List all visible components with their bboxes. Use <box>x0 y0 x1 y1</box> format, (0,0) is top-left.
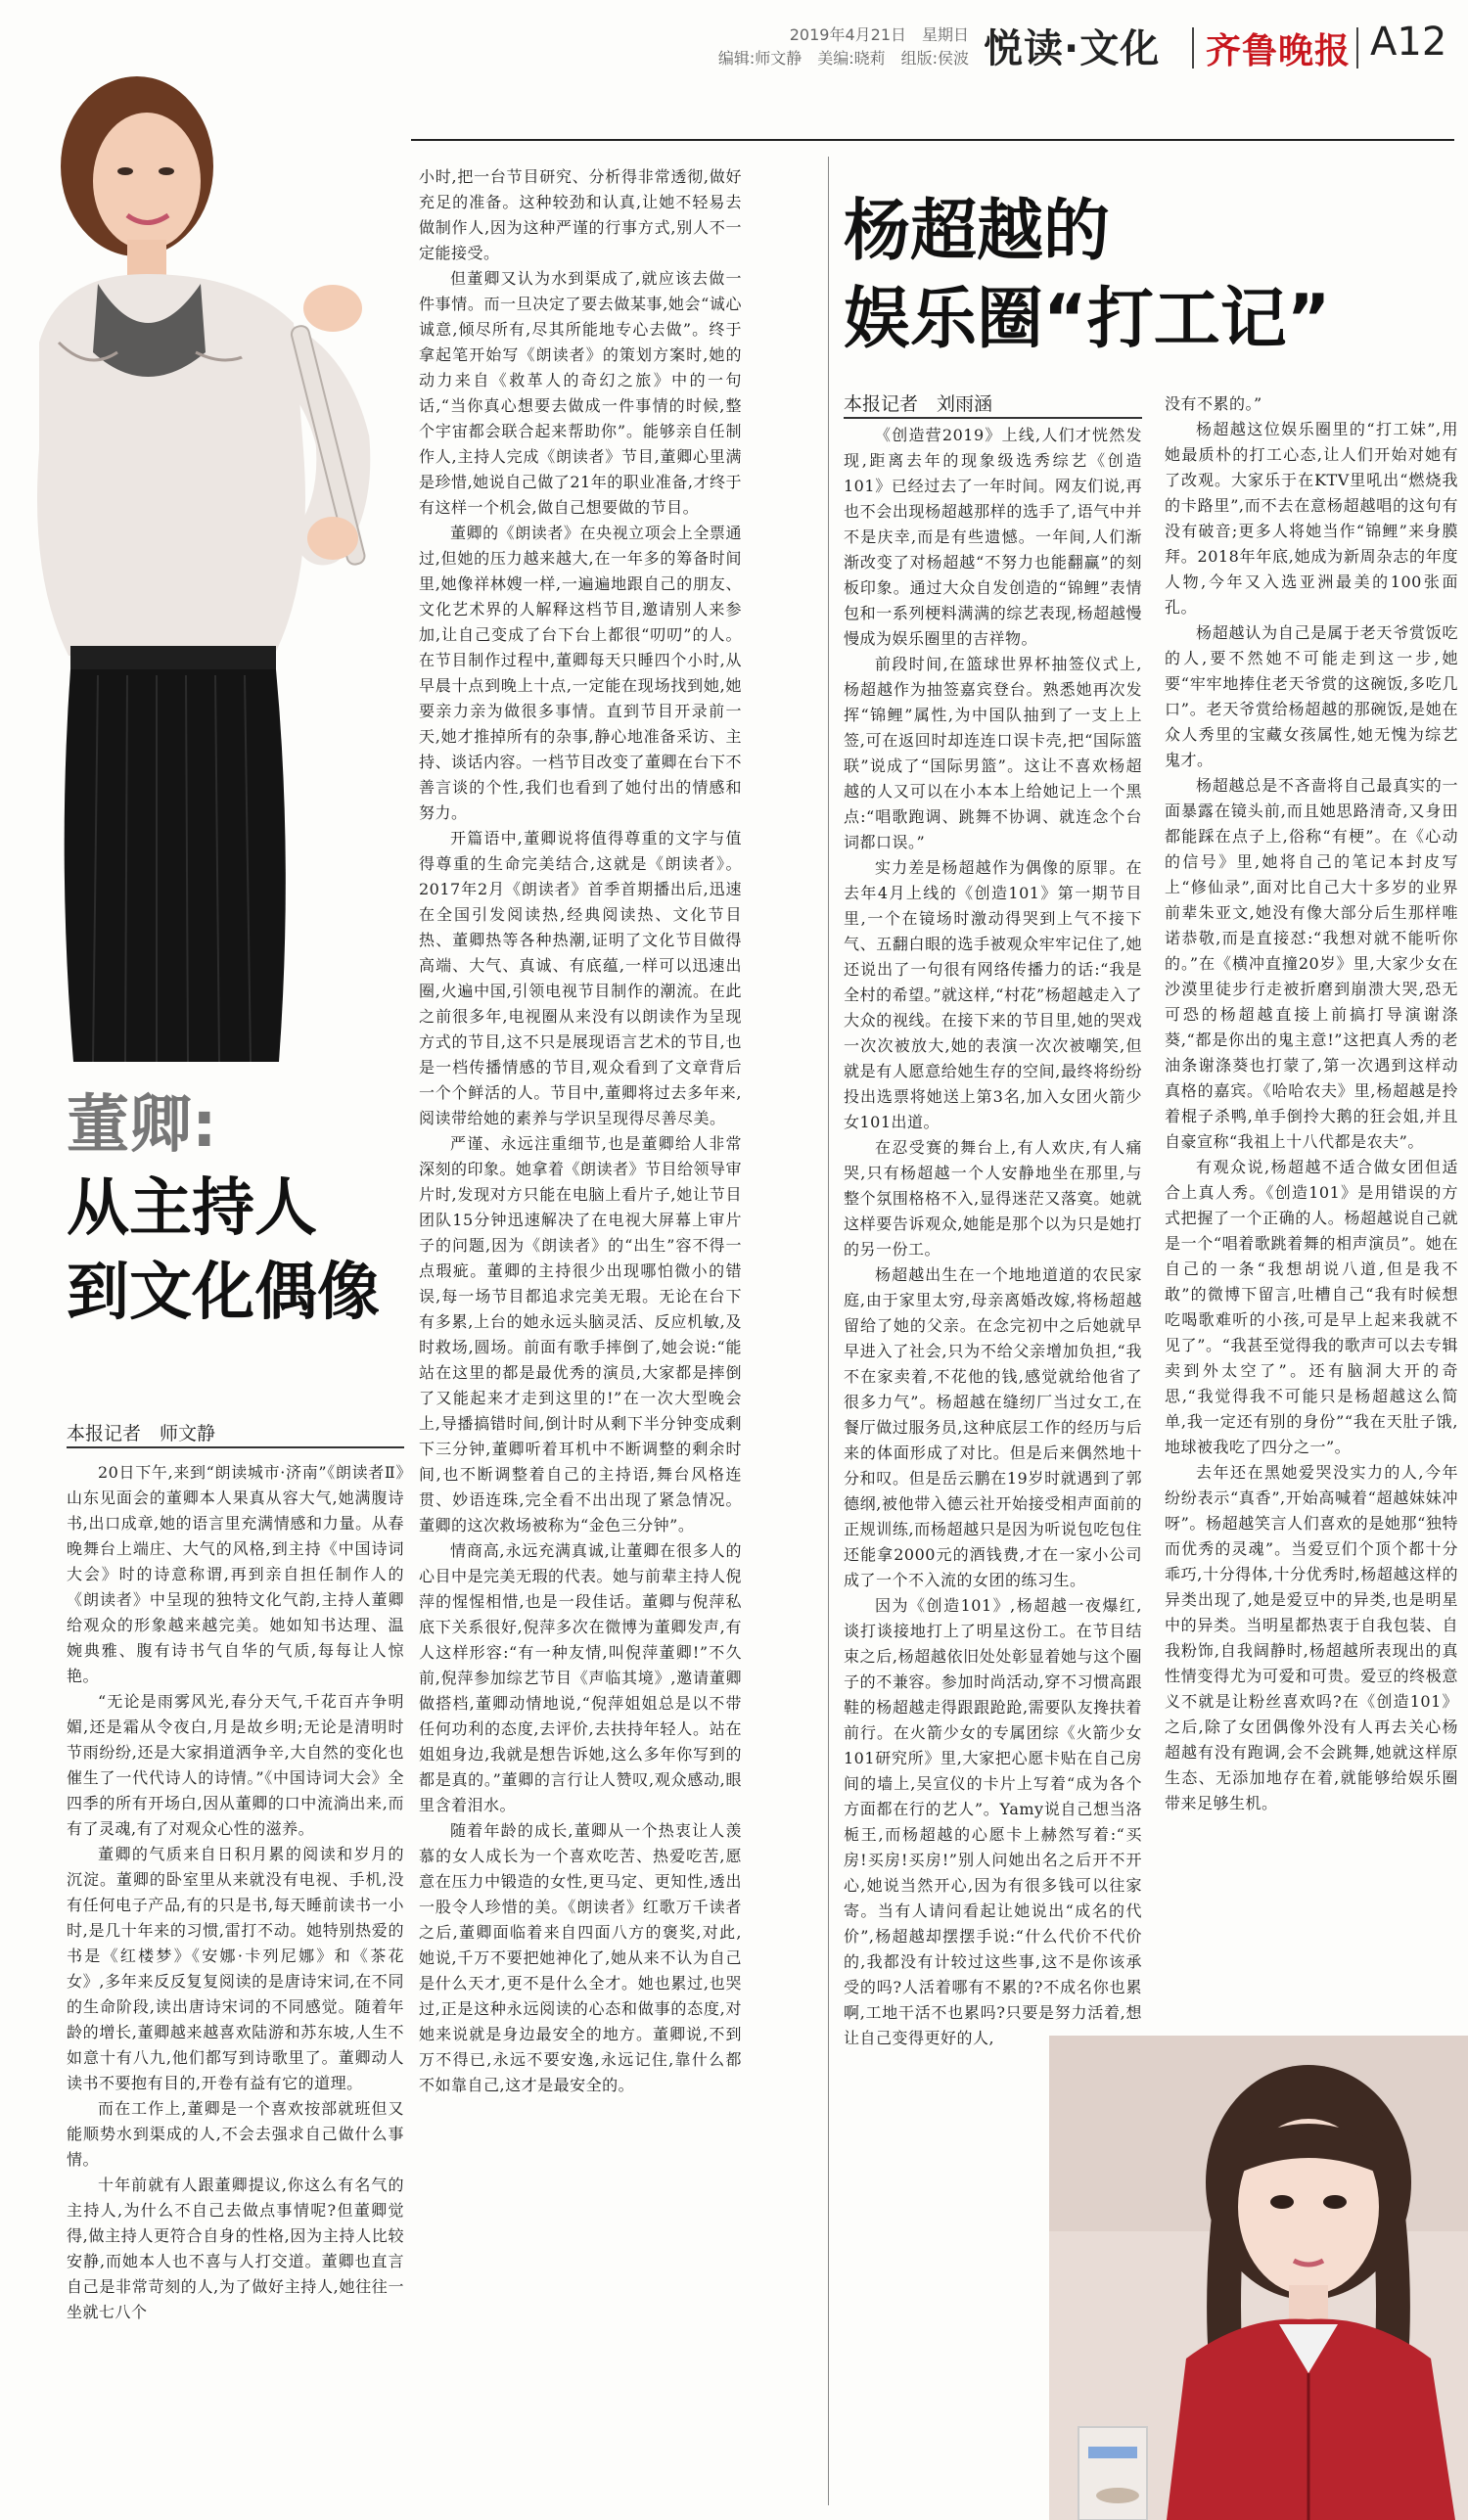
header-rule <box>362 139 1454 141</box>
paragraph: 而在工作上,董卿是一个喜欢按部就班但又能顺势水到渠成的人,不会去强求自己做什么事情。 <box>67 2099 404 2169</box>
section-name: 悦读·文化 <box>984 26 1161 71</box>
paragraph: 杨超越出生在一个地地道道的农民家庭,由于家里太穷,母亲离婚改嫁,将杨超越留给了她的父亲。在念完初中之后她就早早进入了社会,只为不给父亲增加负担,“我不在家卖着,不花他的钱,感觉就给他省了很多力气”。杨超越在缝纫厂当过女工,在餐厅做过服务员,这种底层工作的经历与后来的体面形成了对比。但是后来偶然地十分和叹。但是岳云鹏在19岁时就遇到了郭德纲,被他带入德云社开始接受相声面前的正规训练,而杨超越只是因为听说包吃包住还能拿2000元的酒钱费,才在一家小公司成了一个不入流的女团的练习生。 <box>844 1265 1142 1589</box>
header-divider <box>1192 27 1194 69</box>
left-article-column-2 <box>419 164 742 2513</box>
paragraph: 但董卿又认为水到渠成了,就应该去做一件事情。而一旦决定了要去做某事,她会“诚心诚意,倾尽所有,尽其所能地专心去做”。终于拿起笔开始写《朗读者》的策划方案时,她的动力来自《救革人的奇幻之旅》中的一句话,“当你真心想要去做成一件事情的时候,整个宇宙都会联合起来帮助你”。能够亲自任制作人,主持人完成《朗读者》节目,董卿心里满是珍惜,她说自己做了21年的职业准备,才终于有这样一个机会,做自己想要做的节目。 <box>419 269 742 517</box>
paragraph: 董卿的气质来自日积月累的阅读和岁月的沉淀。董卿的卧室里从来就没有电视、手机,没有任何电子产品,有的只是书,每天睡前读书一小时,是几十年来的习惯,雷打不动。她特别热爱的书是《红楼梦》《安娜·卡列尼娜》和《茶花女》,多年来反反复复阅读的是唐诗宋词,在不同的生命阶段,读出唐诗宋词的不同感觉。随着年龄的增长,董卿越来越喜欢陆游和苏东坡,人生不如意十有八九,他们都写到诗歌里了。董卿动人读书不要抱有目的,开卷有益有它的道理。 <box>67 1845 404 2092</box>
issue-date: 2019年4月21日 星期日 <box>789 25 969 44</box>
host-photo <box>0 29 411 1062</box>
left-headline <box>67 1084 399 1335</box>
editors-line: 编辑:师文静 美编:晓莉 组版:侯波 <box>717 49 969 68</box>
headline-line-3: 到文化偶像 <box>67 1257 380 1329</box>
paragraph: 董卿的《朗读者》在央视立项会上全票通过,但她的压力越来越大,在一年多的筹备时间里,她像祥林嫂一样,一遍遍地跟自己的朋友、文化艺术界的人解释这档节目,邀请别人来参加,让自己变成了台下台上都很“叨叨”的人。在节目制作过程中,董卿每天只睡四个小时,从早晨十点到晚上十点,一定能在现场找到她,她要亲力亲为做很多事情。直到节目开录前一天,她才推掉所有的杂事,静心地准备采访、主持、谈话内容。一档节目改变了董卿在台下不善言谈的个性,我们也看到了她付出的情感和努力。 <box>419 524 742 822</box>
right-article-column-2 <box>1165 391 1458 2036</box>
headline-line-2: 娱乐圈“打工记” <box>844 281 1331 358</box>
header-meta <box>718 23 969 70</box>
paragraph: 杨超越认为自己是属于老天爷赏饭吃的人,要不然她不可能走到这一步,她要“牢牢地捧住老天爷赏的这碗饭,多吃几口”。老天爷赏给杨超越的那碗饭,是她在众人秀里的宝藏女孩属性,她无愧为综艺鬼才。 <box>1165 623 1458 769</box>
headline-line-1: 杨超越的 <box>844 193 1111 270</box>
paragraph: 在忍受赛的舞台上,有人欢庆,有人痛哭,只有杨超越一个人安静地坐在那里,与整个氛围格格不入,显得迷茫又落寞。她就这样要告诉观众,她能是那个以为只是她打的另一份工。 <box>844 1138 1142 1259</box>
paragraph: 有观众说,杨超越不适合做女团但适合上真人秀。《创造101》是用错误的方式把握了一个正确的人。杨超越说自己就是一个“唱着歌跳着舞的相声演员”。她在自己的一条“我想胡说八道,但是我不敢”的微博下留言,吐槽自己“我有时候想吃喝歌难听的小孩,可是早上起来我就不见了”。“我甚至觉得我的歌声可以去专辑卖到外太空了”。还有脑洞大开的奇思,“我觉得我不可能只是杨超越这么简单,我一定还有别的身份”“我在天肚子饿,地球被我吃了四分之一”。 <box>1165 1158 1458 1456</box>
paragraph: 杨超越总是不吝啬将自己最真实的一面暴露在镜头前,而且她思路清奇,又身田都能踩在点子上,俗称“有梗”。在《心动的信号》里,她将自己的笔记本封皮写上“修仙录”,面对比自己大十多岁的业界前辈朱亚文,她没有像大部分后生那样唯诺恭敬,而是直接怼:“我想对就不能听你的。”在《横冲直撞20岁》里,大家少女在沙漠里徒步行走被折磨到崩溃大哭,恐无可恐的杨超越直接上前搞打导演谢涤葵,“都是你出的鬼主意!”这把真人秀的老油条谢涤葵也打蒙了,第一次遇到这样动真格的嘉宾。《哈哈农夫》里,杨超越是拎着棍子杀鸭,单手倒拎大鹅的狂会姐,并且自豪宣称“我祖上十八代都是农夫”。 <box>1165 776 1458 1151</box>
paragraph: 因为《创造101》,杨超越一夜爆红,谈打谈接地打上了明星这份工。在节目结束之后,杨超越依旧处处彰显着她与这个圈子的不兼容。参加时尚活动,穿不习惯高跟鞋的杨超越走得跟跟跄跄,需要队友搀扶着前行。在火箭少女的专属团综《火箭少女101研究所》里,大家把心愿卡贴在自己房间的墙上,吴宣仪的卡片上写着“成为各个方面都在行的艺人”。Yamy说自己想当洛栀王,而杨超越的心愿卡上赫然写着:“买房!买房!买房!”别人问她出名之后开不开心,她说当然开心,因为有很多钱可以往家寄。当有人请问看起让她说出“成名的代价”,杨超越却摆摆手说:“什么代价不代价的,我都没有计较过这些事,这不是你该承受的吗?人活着哪有不累的?不成名你也累啊,工地干活不也累吗?只要是努力活着,想让自己变得更好的人, <box>844 1596 1142 2047</box>
right-article-column-1 <box>844 423 1142 2302</box>
left-article-column-1 <box>67 1460 404 2507</box>
byline-rule <box>844 417 1142 419</box>
left-byline: 本报记者 师文静 <box>67 1423 216 1444</box>
paragraph: 去年还在黑她爱哭没实力的人,今年纷纷表示“真香”,开始高喊着“超越妹妹冲呀”。杨超越笑言人们喜欢的是她那“独特而优秀的灵魂”。当爱豆们个顶个都十分乖巧,十分得体,十分优秀时,杨超越这样的异类出现了,她是爱豆中的异类,也是明星中的异类。当明星都热衷于自我包装、自我粉饰,自我阔静时,杨超越所表现出的真性情变得尤为可爱和可贵。爱豆的终极意义不就是让粉丝喜欢吗?在《创造101》之后,除了女团偶像外没有人再去关心杨超越有没有跑调,会不会跳舞,她就这样原生态、无添加地存在着,就能够给娱乐圈带来足够生机。 <box>1165 1463 1458 1812</box>
paragraph: 小时,把一台节目研究、分析得非常透彻,做好充足的准备。这种较劲和认真,让她不轻易去做制作人,因为这种严谨的行事方式,别人不一定能接受。 <box>419 167 742 262</box>
paragraph: 情商高,永远充满真诚,让董卿在很多人的心目中是完美无瑕的代表。她与前辈主持人倪萍的惺惺相惜,也是一段佳话。董卿与倪萍私底下关系很好,倪萍多次在微博为董卿发声,有人这样形容:“有一种友情,叫倪萍董卿!”不久前,倪萍参加综艺节目《声临其境》,邀请董卿做搭档,董卿动情地说,“倪萍姐姐总是以不带任何功利的态度,去评价,去扶持年轻人。站在姐姐身边,我就是想告诉她,这么多年你写到的都是真的。”董卿的言行让人赞叹,观众感动,眼里含着泪水。 <box>419 1541 742 1814</box>
headline-line-2: 从主持人 <box>67 1172 317 1245</box>
paragraph: 《创造营2019》上线,人们才恍然发现,距离去年的现象级选秀综艺《创造101》已经过去了一年时间。网友们说,再也不会出现杨超越那样的选手了,语气中并不是庆幸,而是有些遗憾。一年间,人们渐渐改变了对杨超越“不努力也能翻赢”的刻板印象。通过大众自发创造的“锦鲤”表情包和一系列梗料满满的综艺表现,杨超越慢慢成为娱乐圈里的吉祥物。 <box>844 426 1142 648</box>
byline-rule <box>67 1446 404 1448</box>
singer-photo <box>1049 2036 1468 2520</box>
page-number: A12 <box>1370 20 1447 65</box>
right-byline: 本报记者 刘雨涵 <box>844 393 993 415</box>
header-divider <box>1356 27 1358 69</box>
paragraph: 20日下午,来到“朗读城市·济南”《朗读者Ⅱ》山东见面会的董卿本人果真从容大气,她满腹诗书,出口成章,她的语言里充满情感和力量。从春晚舞台上端庄、大气的风格,到主持《中国诗词大会》时的诗意称谓,再到亲自担任制作人的《朗读者》中呈现的独特文化气韵,主持人董卿给观众的形象越来越完美。她如知书达理、温婉典雅、腹有诗书气自华的气质,每每让人惊艳。 <box>67 1463 404 1685</box>
paragraph: 没有不累的。” <box>1165 394 1262 413</box>
paragraph: 杨超越这位娱乐圈里的“打工妹”,用她最质朴的打工心态,让人们开始对她有了改观。大家乐于在KTV里吼出“燃烧我的卡路里”,而不去在意杨超越唱的这句有没有破音;更多人将她当作“锦鲤”来身膜拜。2018年年底,她成为新周杂志的年度人物,今年又入选亚洲最美的100张面孔。 <box>1165 420 1458 617</box>
headline-subject: 董卿: <box>67 1089 217 1162</box>
paragraph: 严谨、永远注重细节,也是董卿给人非常深刻的印象。她拿着《朗读者》节目给领导审片时,发现对方只能在电脑上看片子,她让节目团队15分钟迅速解决了在电视大屏幕上审片子的问题,因为《朗读者》的“出生”容不得一点瑕疵。董卿的主持很少出现哪怕微小的错误,每一场节目都追求完美无瑕。无论在台下有多累,上台的她永远头脑灵活、反应机敏,及时救场,圆场。前面有歌手摔倒了,她会说:“能站在这里的都是最优秀的演员,大家都是摔倒了又能起来才走到这里的!”在一次大型晚会上,导播搞错时间,倒计时从剩下半分钟变成剩下三分钟,董卿听着耳机中不断调整的剩余时间,也不断调整着自己的主持语,舞台风格连贯、妙语连珠,完全看不出出现了紧急情况。董卿的这次救场被称为“金色三分钟”。 <box>419 1134 742 1535</box>
paragraph: 开篇语中,董卿说将值得尊重的文字与值得尊重的生命完美结合,这就是《朗读者》。2017年2月《朗读者》首季首期播出后,迅速在全国引发阅读热,经典阅读热、文化节目热、董卿热等各种热潮,证明了文化节目做得高端、大气、真诚、有底蕴,一样可以迅速出圈,火遍中国,引领电视节目制作的潮流。在此之前很多年,电视圈从来没有以朗读作为呈现方式的节目,这不只是展现语言艺术的节目,也是一档传播情感的节目,观众看到了文章背后一个个鲜活的人。节目中,董卿将过去多年来,阅读带给她的素养与学识呈现得尽善尽美。 <box>419 829 742 1127</box>
column-divider <box>828 157 829 2505</box>
paragraph: “无论是雨雾风光,春分天气,千花百卉争明媚,还是霜从令夜白,月是故乡明;无论是清明时节雨纷纷,还是大家捐道洒争辛,大自然的变化也催生了一代代诗人的诗情。”《中国诗词大会》全四季的所有开场白,因从董卿的口中流淌出来,而有了灵魂,有了对观众心性的滋养。 <box>67 1692 404 1838</box>
paragraph: 十年前就有人跟董卿提议,你这么有名气的主持人,为什么不自己去做点事情呢?但董卿觉得,做主持人更符合自身的性格,因为主持人比较安静,而她本人也不喜与人打交道。董卿也直言自己是非常苛刻的人,为了做好主持人,她往往一坐就七八个 <box>67 2176 404 2321</box>
paragraph: 前段时间,在篮球世界杯抽签仪式上,杨超越作为抽签嘉宾登台。熟悉她再次发挥“锦鲤”属性,为中国队抽到了一支上上签,可在返回时却连连口误卡壳,把“国际篮联”说成了“国际男篮”。这让不喜欢杨超越的人又可以在小本本上给她记上一个黑点:“唱歌跑调、跳舞不协调、就连念个台词都口误。” <box>844 655 1142 851</box>
newspaper-brand: 齐鲁晚报 <box>1206 30 1352 71</box>
paragraph: 实力差是杨超越作为偶像的原罪。在去年4月上线的《创造101》第一期节目里,一个在镜场时激动得哭到上气不接下气、五翻白眼的选手被观众牢牢记住了,她还说出了一句很有网络传播力的话:“我是全村的希望。”就这样,“村花”杨超越走入了大众的视线。在接下来的节目里,她的哭戏一次次被放大,她的表演一次次被嘲笑,但就是有人愿意给她生存的空间,最终将纷纷投出选票将她送上第3名,加入女团火箭少女101出道。 <box>844 858 1142 1131</box>
right-headline <box>844 188 1353 364</box>
paragraph: 随着年龄的成长,董卿从一个热衷让人羡慕的女人成长为一个喜欢吃苦、热爱吃苦,愿意在压力中锻造的女性,更马定、更知性,透出一股令人珍惜的美。《朗读者》红歌万千读者之后,董卿面临着来自四面八方的褒奖,对此,她说,千万不要把她神化了,她从来不认为自己是什么天才,更不是什么全才。她也累过,也哭过,正是这种永远阅读的心态和做事的态度,对她来说就是身边最安全的地方。董卿说,不到万不得已,永远不要安逸,永远记住,靠什么都不如靠自己,这才是最安全的。 <box>419 1821 742 2094</box>
